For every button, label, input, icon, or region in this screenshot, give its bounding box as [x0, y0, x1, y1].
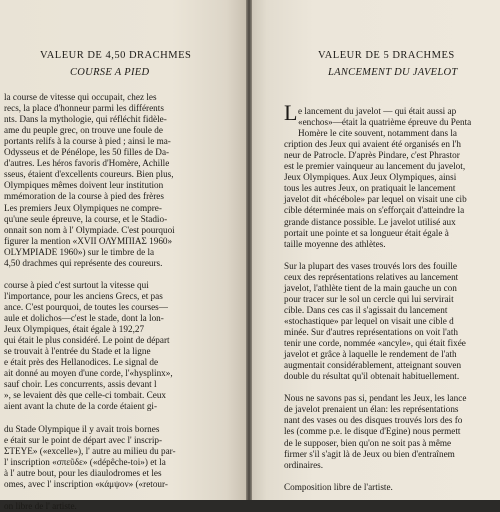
right-body-line: augmentait considérablement, atteignant souven — [284, 360, 462, 371]
right-body-line: Nous ne savons pas si, pendant les Jeux, les lance — [284, 393, 467, 404]
left-body-line: la course de vitesse qui occupait, chez les — [4, 92, 157, 102]
left-body-line: », se levaient dès que celle-ci tombait. Ceux — [4, 390, 167, 401]
left-body-line: Odysseus et de Pénélope, les 50 filles de Da- — [4, 147, 170, 158]
right-body-line: de le supposer, bien qu'on ne soit pas à même — [284, 437, 452, 448]
left-body-line: sauf choir. Les concurrents, assis devant l — [4, 379, 157, 390]
right-body-line: javelot, l'athlète tient de la main gauche un con — [284, 282, 457, 293]
left-body-line: qui était le plus considéré. Le point de départ — [4, 335, 170, 346]
right-body-line: taille moyenne des athlètes. — [284, 238, 386, 249]
right-body-line: est le premier vainqueur au lancement du javelot, — [284, 161, 466, 172]
left-body-line: l' inscription «σπεῦδε» («dépêche-toi») et la — [4, 456, 166, 467]
left-body-line: mmémoration de la course à pied des frères — [4, 191, 164, 202]
left-body-line: ΣΤΕΥΕ» («excelle»), l' autre au milieu du par- — [4, 445, 176, 456]
left-body-line: aule et dolichos—c'est le stade, dont la lon- — [4, 313, 164, 323]
right-body-line: e lancement du javelot — qui était aussi ap — [298, 106, 457, 116]
right-body-line: «enchos»—était la quatrième épreuve du Penta — [298, 117, 472, 128]
right-page — [252, 0, 500, 500]
right-body-line: portait une pointe et sa longueur était égale à — [284, 227, 449, 238]
right-body-line: cription des Jeux qui avaient été organisés en l'h — [284, 139, 462, 150]
left-body-line: course à pied c'est surtout la vitesse qui — [4, 279, 149, 290]
right-body-line: Sur la plupart des vases trouvés lors des fouille — [284, 260, 457, 271]
right-body-line: javelot dit «hécébole» par lequel on visait une cib — [284, 194, 467, 205]
left-body-line: portants relifs à la course à pied ; ainsi le ma- — [4, 136, 171, 147]
left-body-line: on libre de l' artiste. — [4, 500, 77, 511]
right-page-heading: VALEUR DE 5 DRACHMES — [318, 50, 455, 61]
right-body-line: tous les autres Jeux, on pratiquait le lancement — [284, 183, 456, 194]
left-body-line: Olympiques mêmes doivent leur institution — [4, 180, 164, 191]
right-body-line: Composition libre de l'artiste. — [284, 481, 393, 492]
left-body-line: à l' autre bout, pour les diaulodromes et les — [4, 467, 162, 478]
right-page-subheading: LANCEMENT DU JAVELOT — [328, 67, 458, 78]
right-body-line: minée. Sur d'autres représentations on voit l'ath — [284, 327, 459, 337]
right-body-line: cible déterminée mais on s'efforçait d'atteindre la — [284, 205, 465, 216]
left-body-line: figurer la mention «XVII ΟΛΥΜΠΙΑΣ 1960» — [4, 235, 173, 246]
right-body-line: ceux des représentations relatives au lancement — [284, 271, 459, 282]
right-body-line: de javelot prenaient un élan: les représentations — [284, 404, 459, 415]
right-body-line: Homère le cite souvent, notamment dans la — [298, 128, 457, 139]
left-body-line: e était sur le point de départ avec l' inscrip- — [4, 434, 163, 445]
left-body-line: ance. C'est pourquoi, de toutes les courses— — [4, 301, 168, 312]
left-body-line: aient avant la chute de la corde étaient gi- — [4, 401, 158, 412]
left-page — [0, 0, 246, 511]
right-body-line: tenir une corde, nommée «ancyle», qui était fixée — [284, 338, 466, 349]
right-body-line: ordinaires. — [284, 459, 324, 470]
left-body-line: Les premiers Jeux Olympiques ne compre- — [4, 202, 162, 213]
left-body-line: e était près des Hellanodices. Le signal de — [4, 357, 159, 368]
right-body-line: grande distance possible. Le javelot utilisé aux — [284, 216, 456, 227]
left-body-line: l'importance, pour les anciens Grecs, et pas — [4, 290, 163, 301]
left-body-line: Jeux Olympiques, était égale à 192,27 — [4, 324, 145, 335]
left-body-line: ait donné au moyen d'une corde, l'«hysplinx», — [4, 368, 173, 379]
right-body-line: Jeux Olympiques. Aux Jeux Olympiques, ainsi — [284, 172, 457, 183]
left-body-line: 4,50 drachmes qui représente des coureurs. — [4, 257, 163, 268]
right-body-line: pour tracer sur le sol un cercle qui lui servirait — [284, 293, 454, 304]
left-body-line: ame du peuple grec, on trouve une foule de — [4, 125, 163, 136]
right-body-line: «stochastique» par lequel on visait une cible d — [284, 315, 454, 326]
left-body-line: du Stade Olympique il y avait trois bornes — [4, 423, 160, 434]
right-body-line: firmer s'il s'agit là de Jeux ou bien d'entraînem — [284, 448, 455, 459]
left-page-heading: VALEUR DE 4,50 DRACHMES — [40, 50, 192, 61]
right-body-line: nant des vases ou des disques trouvés lors des fo — [284, 415, 463, 426]
left-body-line: omes, avec l' inscription «κάμψον» («retour- — [4, 478, 168, 489]
left-body-line: OLYMPIADE 1960») sur le timbre de la — [4, 246, 155, 257]
left-body-line: nts. Dans la mythologie, qui réfléchit fidèle- — [4, 114, 167, 125]
left-body-line: onnait son nom à l' Olympiade. C'est pourquoi — [4, 224, 175, 235]
left-body-line: recs, la place d'honneur parmi les différents — [4, 103, 164, 114]
right-body-line: javelot et grâce à laquelle le rendement de l'ath — [284, 349, 457, 360]
left-body-line: qu'une seule épreuve, la course, et le Stadio- — [4, 213, 168, 224]
left-body-line: sseus, étaient d'excellents coureurs. Bien plus, — [4, 169, 174, 180]
left-page-subheading: COURSE A PIED — [70, 67, 150, 78]
left-body-line: se trouvait à l'entrée du Stade et la ligne — [4, 346, 151, 357]
left-body-line: d'autres. Les héros favoris d'Homère, Achille — [4, 158, 170, 169]
right-body-line: neur de Patrocle. D'après Pindare, c'est Phrastor — [284, 150, 460, 161]
right-body-line: cible. Dans ces cas il s'agissait du lancement — [284, 304, 448, 315]
drop-cap: L — [284, 100, 298, 125]
right-body-line: double du résultat qu'il obtenait habituellement. — [284, 371, 460, 382]
right-body-line: les (comme p.e. le disque d'Egine) nous permett — [284, 426, 461, 437]
